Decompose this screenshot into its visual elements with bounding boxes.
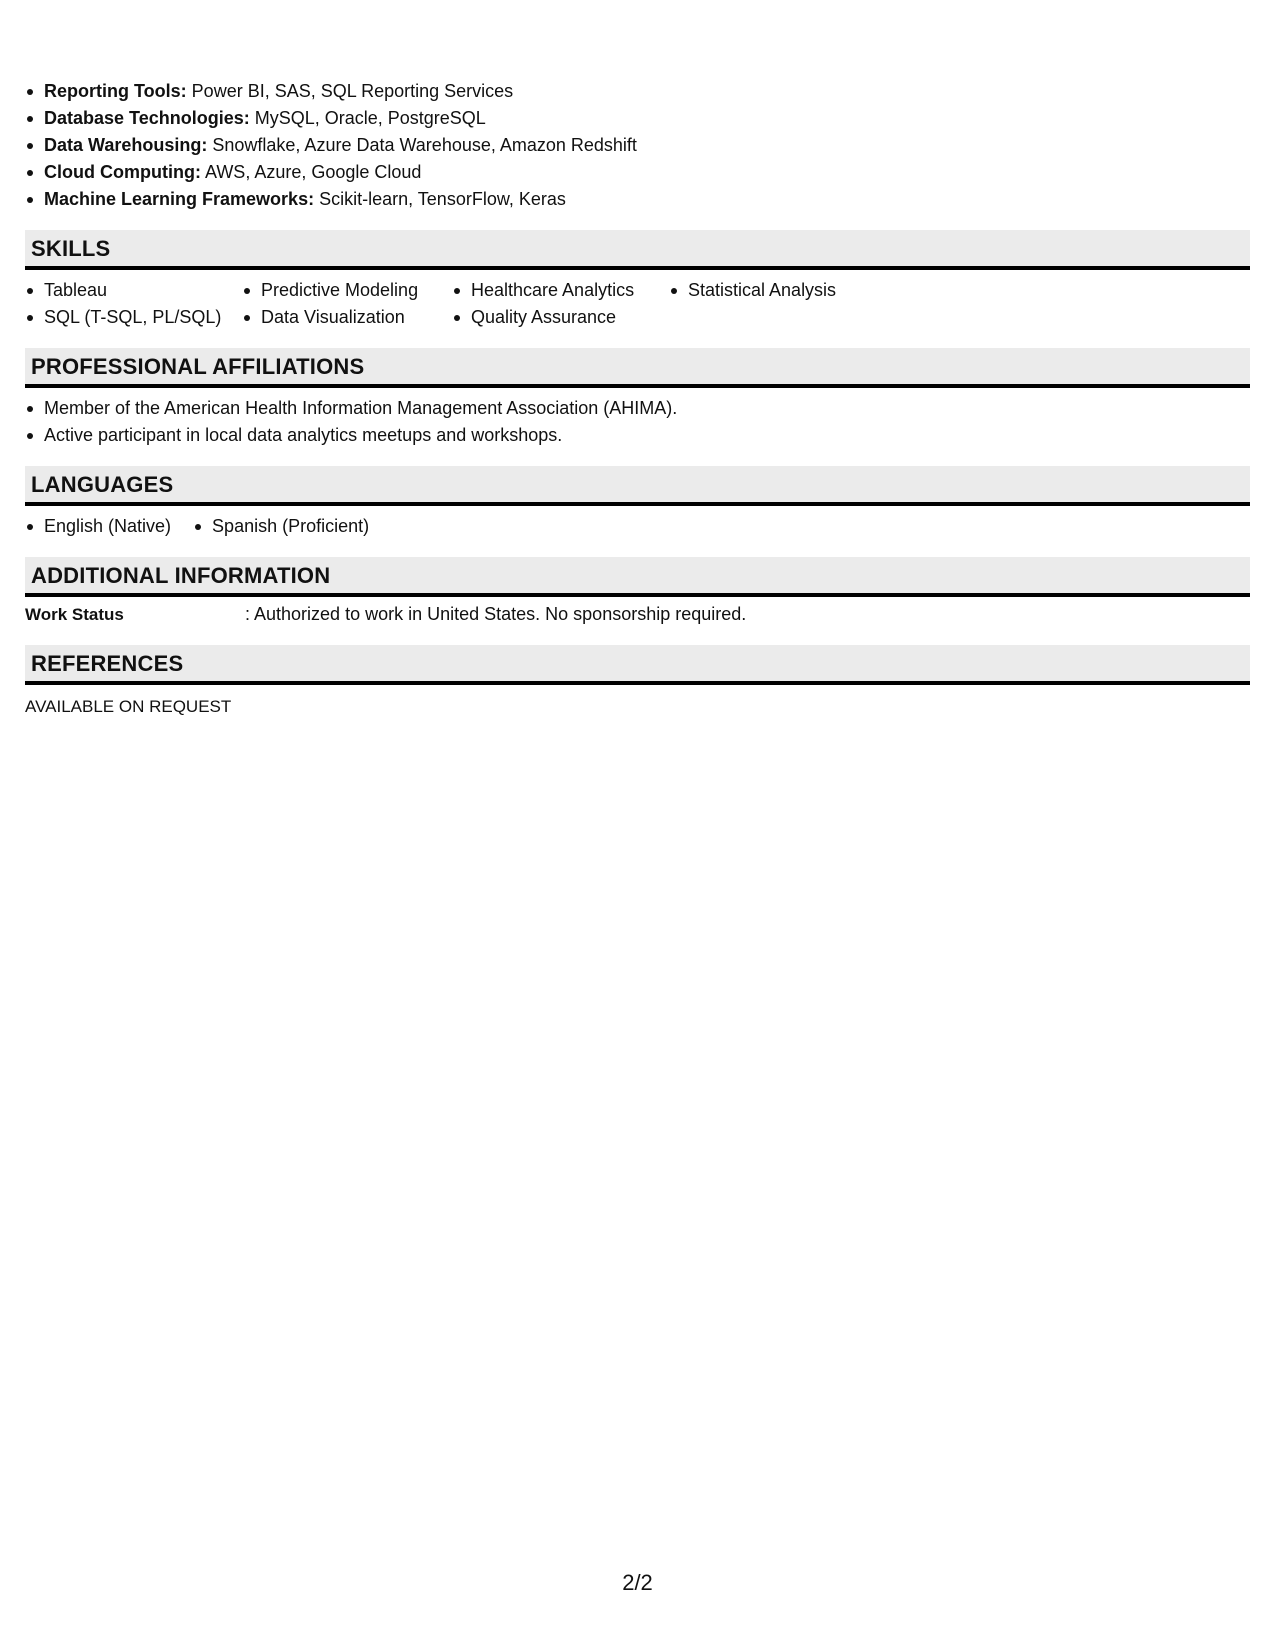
tool-label: Machine Learning Frameworks: bbox=[44, 189, 315, 209]
additional-info-section bbox=[25, 557, 1250, 628]
technical-tools-list bbox=[25, 78, 1250, 213]
skill-item: Predictive Modeling bbox=[242, 277, 452, 304]
tool-item bbox=[25, 159, 1250, 186]
languages-heading: LANGUAGES bbox=[25, 466, 1250, 506]
tool-label: Reporting Tools: bbox=[44, 81, 187, 101]
work-status-row bbox=[25, 601, 1250, 628]
skill-item: Quality Assurance bbox=[452, 304, 669, 331]
page-number: 2/2 bbox=[622, 1570, 653, 1595]
tool-value: MySQL, Oracle, PostgreSQL bbox=[254, 108, 486, 128]
affiliation-item: Member of the American Health Information Management Association (AHIMA). bbox=[25, 395, 1250, 422]
affiliations-heading: PROFESSIONAL AFFILIATIONS bbox=[25, 348, 1250, 388]
skill-item: SQL (T-SQL, PL/SQL) bbox=[25, 304, 242, 331]
tool-value: Scikit-learn, TensorFlow, Keras bbox=[319, 189, 566, 209]
language-item: Spanish (Proficient) bbox=[193, 513, 369, 540]
tool-label: Database Technologies: bbox=[44, 108, 250, 128]
skills-list bbox=[25, 277, 1250, 331]
references-heading: REFERENCES bbox=[25, 645, 1250, 685]
language-item: English (Native) bbox=[25, 513, 171, 540]
skill-item: Tableau bbox=[25, 277, 242, 304]
affiliations-section bbox=[25, 348, 1250, 449]
affiliations-list bbox=[25, 395, 1250, 449]
tool-item bbox=[25, 186, 1250, 213]
tool-label: Cloud Computing: bbox=[44, 162, 201, 182]
skill-item: Data Visualization bbox=[242, 304, 452, 331]
skill-item: Healthcare Analytics bbox=[452, 277, 669, 304]
references-section bbox=[25, 645, 1250, 720]
affiliation-item: Active participant in local data analytics meetups and workshops. bbox=[25, 422, 1250, 449]
tool-item bbox=[25, 105, 1250, 132]
languages-section bbox=[25, 466, 1250, 540]
additional-info-heading: ADDITIONAL INFORMATION bbox=[25, 557, 1250, 597]
work-status-value: : Authorized to work in United States. No sponsorship required. bbox=[245, 604, 747, 624]
tool-value: Snowflake, Azure Data Warehouse, Amazon Redshift bbox=[212, 135, 637, 155]
work-status-label: Work Status bbox=[25, 605, 124, 624]
languages-list bbox=[25, 513, 1250, 540]
tool-value: Power BI, SAS, SQL Reporting Services bbox=[191, 81, 514, 101]
tool-item bbox=[25, 132, 1250, 159]
resume-page-2 bbox=[25, 78, 1250, 720]
references-text: AVAILABLE ON REQUEST bbox=[25, 697, 232, 716]
skills-section bbox=[25, 230, 1250, 331]
tool-label: Data Warehousing: bbox=[44, 135, 208, 155]
skills-heading: SKILLS bbox=[25, 230, 1250, 270]
tool-value: AWS, Azure, Google Cloud bbox=[204, 162, 422, 182]
tool-item bbox=[25, 78, 1250, 105]
skill-item: Statistical Analysis bbox=[669, 277, 889, 304]
